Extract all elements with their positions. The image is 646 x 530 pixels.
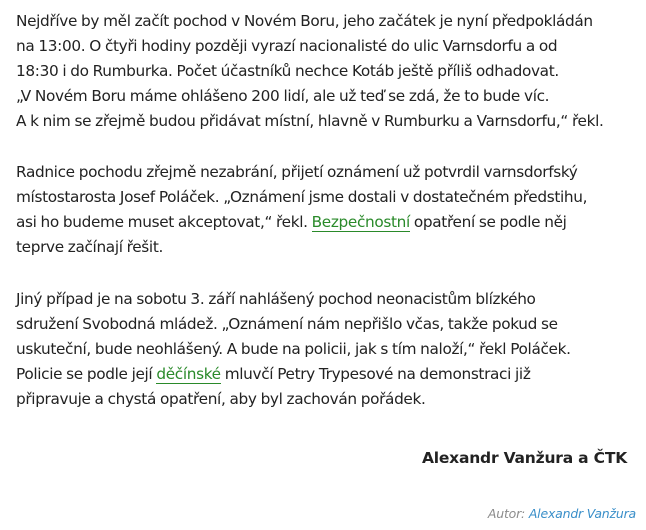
text-line: Radnice pochodu zřejmě nezabrání, přijetí oznámení už potvrdil varnsdorfský — [16, 163, 578, 181]
link-bezpecnostni[interactable]: Bezpečnostní — [311, 213, 410, 231]
paragraph-2 — [16, 160, 636, 260]
text-line-with-link — [16, 210, 636, 235]
author-credit — [488, 506, 636, 521]
text-line: na 13:00. O čtyři hodiny později vyrazí nacionalisté do ulic Varnsdorfu a od — [16, 37, 558, 55]
article-signature: Alexandr Vanžura a ČTK — [421, 449, 627, 467]
text-segment: asi ho budeme muset akceptovat,“ řekl. — [16, 213, 312, 231]
text-line: připravuje a chystá opatření, aby byl zachován pořádek. — [16, 390, 426, 408]
text-segment: Policie se podle její — [16, 365, 157, 383]
text-line: Jiný případ je na sobotu 3. září nahlášený pochod neonacistům blízkého — [16, 290, 536, 308]
text-segment: mluvčí Petry Trypesové na demonstraci již — [220, 365, 531, 383]
text-line: sdružení Svobodná mládež. „Oznámení nám nepřišlo včas, takže pokud se — [16, 315, 558, 333]
text-line-with-link — [16, 362, 636, 387]
text-line: uskuteční, bude neohlášený. A bude na policii, jak s tím naloží,“ řekl Poláček. — [16, 340, 571, 358]
text-line: A k nim se zřejmě budou přidávat místní, hlavně v Rumburku a Varnsdorfu,“ řekl. — [16, 112, 604, 130]
text-line: Nejdříve by měl začít pochod v Novém Boru, jeho začátek je nyní předpokládán — [16, 12, 593, 30]
author-label: Autor: — [487, 506, 529, 521]
link-decinske[interactable]: děčínské — [156, 365, 221, 383]
paragraph-3 — [16, 287, 636, 412]
text-line: „V Novém Boru máme ohlášeno 200 lidí, ale už teď se zdá, že to bude víc. — [16, 87, 550, 105]
text-line: teprve začínají řešit. — [16, 238, 163, 256]
paragraph-1 — [16, 9, 636, 134]
text-segment: opatření se podle něj — [409, 213, 567, 231]
article-body — [16, 9, 636, 412]
text-line: 18:30 i do Rumburka. Počet účastníků nechce Kotáb ještě příliš odhadovat. — [16, 62, 559, 80]
author-link[interactable]: Alexandr Vanžura — [528, 506, 636, 521]
text-line: místostarosta Josef Poláček. „Oznámení jsme dostali v dostatečném předstihu, — [16, 188, 588, 206]
